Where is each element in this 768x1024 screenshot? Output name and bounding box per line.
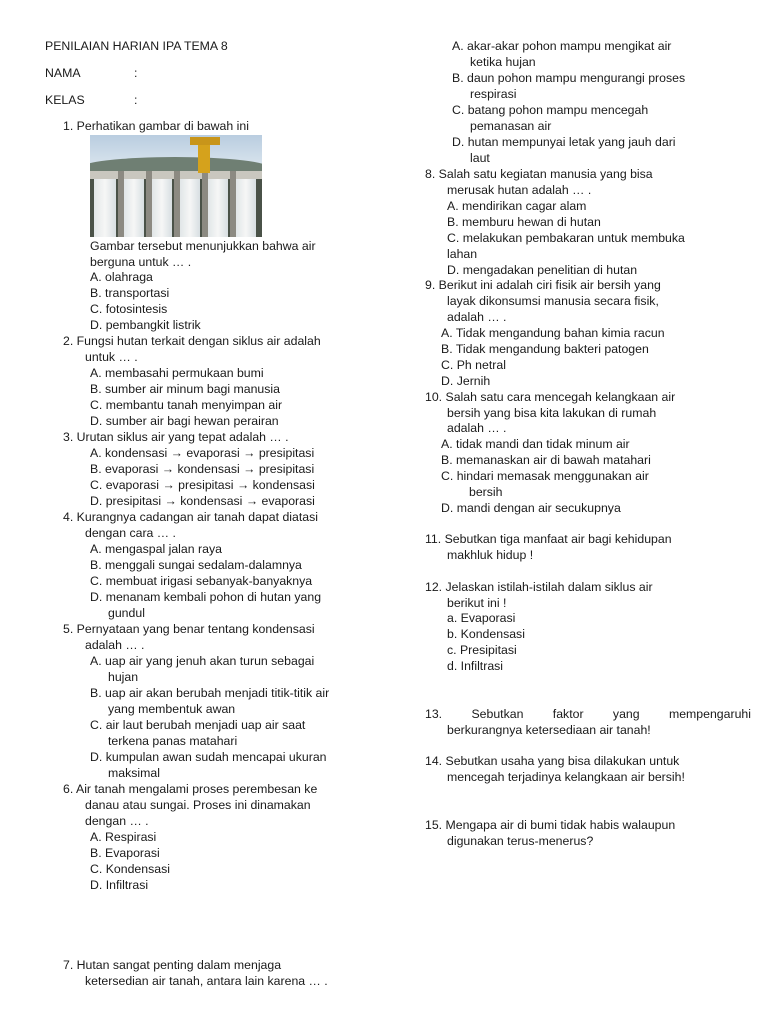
option-3a: A. kondensasi → evaporasi → presipitasi <box>90 446 315 460</box>
question-3: 3. Urutan siklus air yang tepat adalah … . <box>63 430 289 444</box>
option-5a-cont: hujan <box>108 670 139 684</box>
question-10-text: bersih yang bisa kita lakukan di rumah <box>447 406 657 420</box>
option-5d-cont: maksimal <box>108 766 160 780</box>
option-7a-cont: ketika hujan <box>470 55 536 69</box>
question-7: 7. Hutan sangat penting dalam menjaga <box>63 958 282 972</box>
question-1: 1. Perhatikan gambar di bawah ini <box>63 119 249 133</box>
option-2d: D. sumber air bagi hewan perairan <box>90 414 279 428</box>
option-8d: D. mengadakan penelitian di hutan <box>447 263 638 277</box>
term-12d: d. Infiltrasi <box>447 659 504 673</box>
term-12b: b. Kondensasi <box>447 627 525 641</box>
option-3b: B. evaporasi → kondensasi → presipitasi <box>90 462 315 476</box>
question-6-text: dengan … . <box>85 814 149 828</box>
option-8c-cont: lahan <box>447 247 478 261</box>
question-1-text: Gambar tersebut menunjukkan bahwa air <box>90 239 316 253</box>
option-10c: C. hindari memasak menggunakan air <box>441 469 649 483</box>
question-7-text: ketersedian air tanah, antara lain karena … . <box>85 974 328 988</box>
option-3c: C. evaporasi → presipitasi → kondensasi <box>90 478 315 492</box>
option-4a: A. mengaspal jalan raya <box>90 542 222 556</box>
name-colon: : <box>134 66 138 80</box>
option-1a: A. olahraga <box>90 270 153 284</box>
option-4d-cont: gundul <box>108 606 145 620</box>
question-15: 15. Mengapa air di bumi tidak habis walaupun <box>425 818 676 832</box>
dam-waterfall-image <box>90 135 262 237</box>
option-10c-cont: bersih <box>469 485 503 499</box>
option-7b-cont: respirasi <box>470 87 517 101</box>
question-9-text: adalah … . <box>447 310 507 324</box>
question-2: 2. Fungsi hutan terkait dengan siklus air adalah <box>63 334 321 348</box>
option-6c: C. Kondensasi <box>90 862 170 876</box>
option-4b: B. menggali sungai sedalam-dalamnya <box>90 558 302 572</box>
option-6b: B. Evaporasi <box>90 846 160 860</box>
option-4d: D. menanam kembali pohon di hutan yang <box>90 590 322 604</box>
option-2c: C. membantu tanah menyimpan air <box>90 398 283 412</box>
option-9a: A. Tidak mengandung bahan kimia racun <box>441 326 665 340</box>
question-10-text: adalah … . <box>447 421 507 435</box>
option-10a: A. tidak mandi dan tidak minum air <box>441 437 630 451</box>
option-5a: A. uap air yang jenuh akan turun sebagai <box>90 654 315 668</box>
question-14: 14. Sebutkan usaha yang bisa dilakukan untuk <box>425 754 680 768</box>
term-12a: a. Evaporasi <box>447 611 516 625</box>
option-9d: D. Jernih <box>441 374 491 388</box>
question-4: 4. Kurangnya cadangan air tanah dapat diatasi <box>63 510 319 524</box>
option-1d: D. pembangkit listrik <box>90 318 201 332</box>
term-12c: c. Presipitasi <box>447 643 517 657</box>
class-label: KELAS <box>45 93 85 107</box>
option-8b: B. memburu hewan di hutan <box>447 215 601 229</box>
option-9b: B. Tidak mengandung bakteri patogen <box>441 342 649 356</box>
option-5c: C. air laut berubah menjadi uap air saat <box>90 718 306 732</box>
question-11: 11. Sebutkan tiga manfaat air bagi kehidupan <box>425 532 672 546</box>
question-5-text: adalah … . <box>85 638 145 652</box>
option-7d: D. hutan mempunyai letak yang jauh dari <box>452 135 676 149</box>
option-4c: C. membuat irigasi sebanyak-banyaknya <box>90 574 313 588</box>
name-label: NAMA <box>45 66 81 80</box>
option-2b: B. sumber air minum bagi manusia <box>90 382 280 396</box>
question-2-text: untuk … . <box>85 350 138 364</box>
question-10: 10. Salah satu cara mencegah kelangkaan air <box>425 390 676 404</box>
option-9c: C. Ph netral <box>441 358 506 372</box>
option-3d: D. presipitasi → kondensasi → evaporasi <box>90 494 315 508</box>
option-1b: B. transportasi <box>90 286 170 300</box>
question-6-text: danau atau sungai. Proses ini dinamakan <box>85 798 311 812</box>
option-7d-cont: laut <box>470 151 490 165</box>
question-11-text: makhluk hidup ! <box>447 548 534 562</box>
question-12: 12. Jelaskan istilah-istilah dalam siklus air <box>425 580 653 594</box>
question-15-text: digunakan terus-menerus? <box>447 834 594 848</box>
question-8-text: merusak hutan adalah … . <box>447 183 592 197</box>
question-12-text: berikut ini ! <box>447 596 507 610</box>
class-colon: : <box>134 93 138 107</box>
question-6: 6. Air tanah mengalami proses perembesan ke <box>63 782 318 796</box>
option-10b: B. memanaskan air di bawah matahari <box>441 453 651 467</box>
question-13: 13. Sebutkan faktor yang mempengaruhi <box>425 707 751 721</box>
option-5c-cont: terkena panas matahari <box>108 734 238 748</box>
question-8: 8. Salah satu kegiatan manusia yang bisa <box>425 167 653 181</box>
option-6a: A. Respirasi <box>90 830 157 844</box>
option-6d: D. Infiltrasi <box>90 878 149 892</box>
question-14-text: mencegah terjadinya kelangkaan air bersih! <box>447 770 685 784</box>
option-10d: D. mandi dengan air secukupnya <box>441 501 621 515</box>
option-8a: A. mendirikan cagar alam <box>447 199 587 213</box>
option-1c: C. fotosintesis <box>90 302 168 316</box>
question-9-text: layak dikonsumsi manusia secara fisik, <box>447 294 659 308</box>
option-7b: B. daun pohon mampu mengurangi proses <box>452 71 686 85</box>
option-2a: A. membasahi permukaan bumi <box>90 366 264 380</box>
question-13-text: berkurangnya ketersediaan air tanah! <box>447 723 651 737</box>
option-7a: A. akar-akar pohon mampu mengikat air <box>452 39 672 53</box>
option-7c: C. batang pohon mampu mencegah <box>452 103 649 117</box>
option-5b-cont: yang membentuk awan <box>108 702 236 716</box>
option-5b: B. uap air akan berubah menjadi titik-titik air <box>90 686 330 700</box>
exam-title: PENILAIAN HARIAN IPA TEMA 8 <box>45 39 228 53</box>
option-7c-cont: pemanasan air <box>470 119 552 133</box>
option-5d: D. kumpulan awan sudah mencapai ukuran <box>90 750 327 764</box>
question-1-text: berguna untuk … . <box>90 255 192 269</box>
question-5: 5. Pernyataan yang benar tentang kondensasi <box>63 622 315 636</box>
option-8c: C. melakukan pembakaran untuk membuka <box>447 231 685 245</box>
question-4-text: dengan cara … . <box>85 526 176 540</box>
question-9: 9. Berikut ini adalah ciri fisik air bersih yang <box>425 278 661 292</box>
